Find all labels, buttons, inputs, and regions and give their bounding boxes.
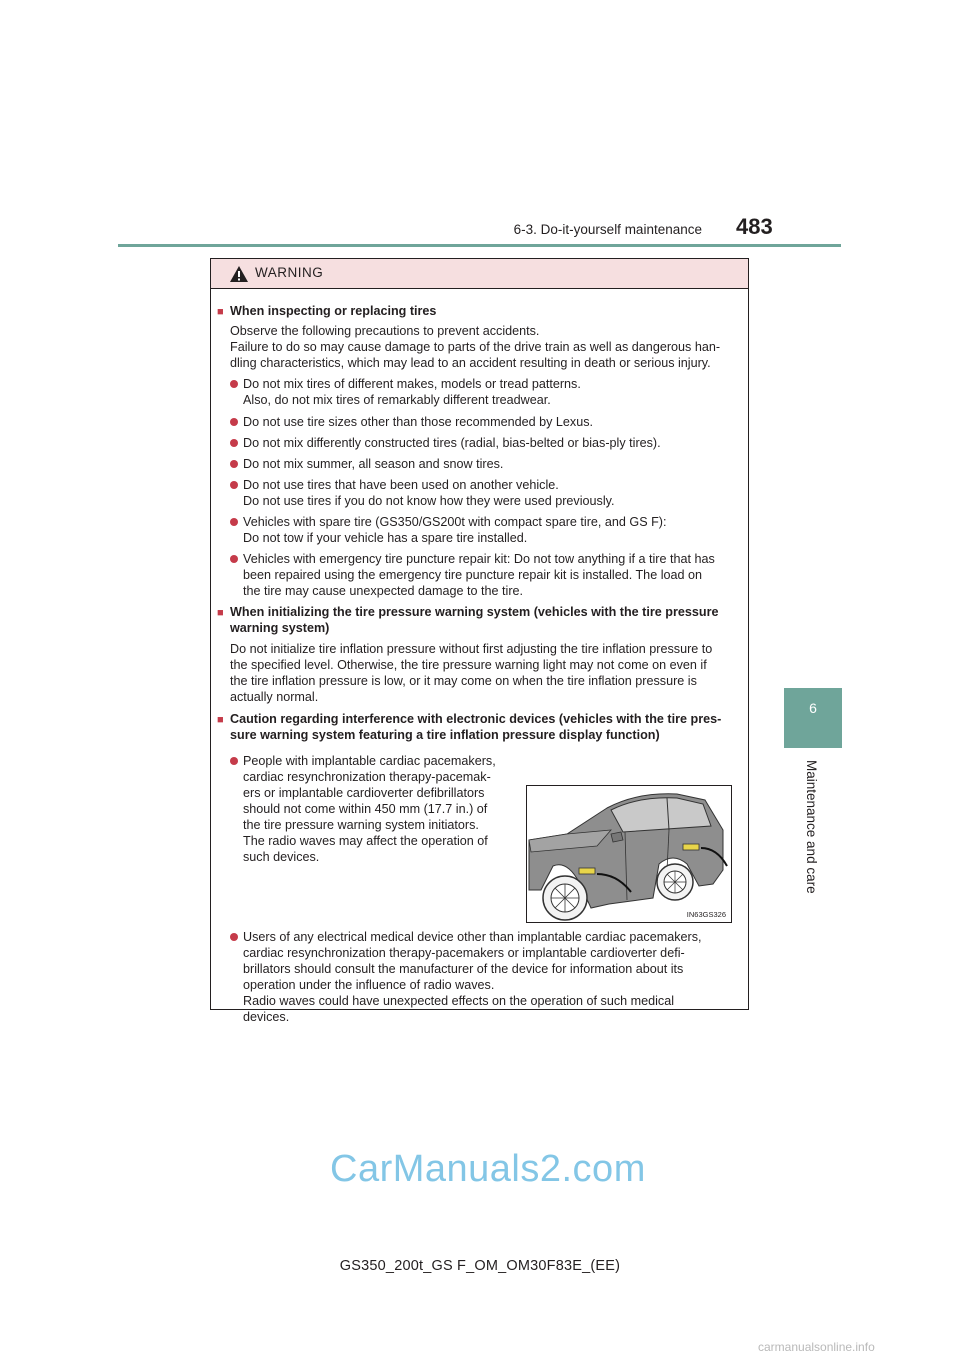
bullet-dot-icon — [230, 481, 238, 489]
bullet-dot-icon — [230, 460, 238, 468]
header-divider — [118, 244, 841, 247]
section-heading-initializing: ■ When initializing the tire pressure warning system (vehicles with the tire pressure warning system) — [217, 605, 719, 635]
warning-title: WARNING — [255, 265, 324, 280]
document-id: GS350_200t_GS F_OM_OM30F83E_(EE) — [339, 1258, 621, 1274]
bullet-item: Do not use tire sizes other than those recommended by Lexus. — [230, 414, 744, 430]
chapter-number: 6 — [809, 700, 817, 716]
bullet-dot-icon — [230, 380, 238, 388]
bullet-dot-icon — [230, 418, 238, 426]
car-icon — [527, 786, 732, 923]
chapter-label: Maintenance and care — [804, 760, 819, 894]
section-title: 6-3. Do-it-yourself maintenance — [513, 222, 702, 237]
car-initiator-illustration — [526, 785, 732, 923]
page-number: 483 — [736, 214, 773, 239]
chapter-tab — [784, 688, 842, 748]
warning-box — [210, 258, 749, 1024]
bullet-item: Do not mix tires of different makes, models or tread patterns. Also, do not mix tires of remarkably different treadwear. — [230, 376, 744, 408]
bullet-item-pacemaker: People with implantable cardiac pacemakers, cardiac resynchronization therapy-pacemak- ers or implantable cardioverter defibrillators should not come within 450 mm (17.7 in.) of the tire pressure warning system initiators. The radio waves may affect the operation of such devices. — [230, 753, 514, 865]
initializing-body: Do not initialize tire inflation pressure without first adjusting the tire inflation pressure to the specified level. Otherwise, the tire pressure warning light may not come on even if the tire inflation pressure is low, or it may come on when the tire inflation pressure is actually normal. — [230, 642, 713, 704]
bullet-dot-icon — [230, 555, 238, 563]
bullet-dot-icon — [230, 439, 238, 447]
bullet-dot-icon — [230, 757, 238, 765]
bullet-item: Do not mix differently constructed tires (radial, bias-belted or bias-ply tires). — [230, 435, 744, 451]
section-heading-interference: ■ Caution regarding interference with electronic devices (vehicles with the tire pres- sure warning system featuring a tire inflation pressure display function) — [217, 712, 722, 742]
bullet-item-medical-devices: Users of any electrical medical device other than implantable cardiac pacemakers, cardiac resynchronization therapy-pacemakers or implantable cardioverter defi- brillators should consult the manufacturer of the device for information about its operation under the influence of radio waves. Radio waves could have unexpected effects on the operation of such medical devices. — [230, 929, 744, 1025]
image-code: IN63GS326 — [686, 910, 726, 919]
section-heading-tires: ■ When inspecting or replacing tires — [217, 304, 437, 318]
bullet-item: Do not mix summer, all season and snow tires. — [230, 456, 744, 472]
warning-header — [211, 259, 748, 289]
bullet-item: Vehicles with emergency tire puncture repair kit: Do not tow anything if a tire that has been repaired using the emergency tire puncture repair kit is installed. The load on the tire may cause unexpected damage to the tire. — [230, 551, 744, 599]
bullet-dot-icon — [230, 933, 238, 941]
square-bullet-icon: ■ — [217, 714, 224, 726]
square-bullet-icon: ■ — [217, 607, 224, 619]
watermark-logo: CarManuals2.com — [330, 1148, 646, 1190]
bullet-item: Do not use tires that have been used on another vehicle. Do not use tires if you do not know how they were used previously. — [230, 477, 744, 509]
bullet-item: Vehicles with spare tire (GS350/GS200t with compact spare tire, and GS F): Do not tow if your vehicle has a spare tire installed. — [230, 514, 744, 546]
warning-triangle-icon — [229, 265, 249, 288]
watermark-url: carmanualsonline.info — [758, 1340, 875, 1354]
tires-intro: Observe the following precautions to prevent accidents. Failure to do so may cause damage to parts of the drive train as well as dangerous han- dling characteristics, which may lead to an accident resulting in death or serious injury. — [230, 324, 721, 370]
square-bullet-icon: ■ — [217, 306, 224, 318]
bullet-dot-icon — [230, 518, 238, 526]
